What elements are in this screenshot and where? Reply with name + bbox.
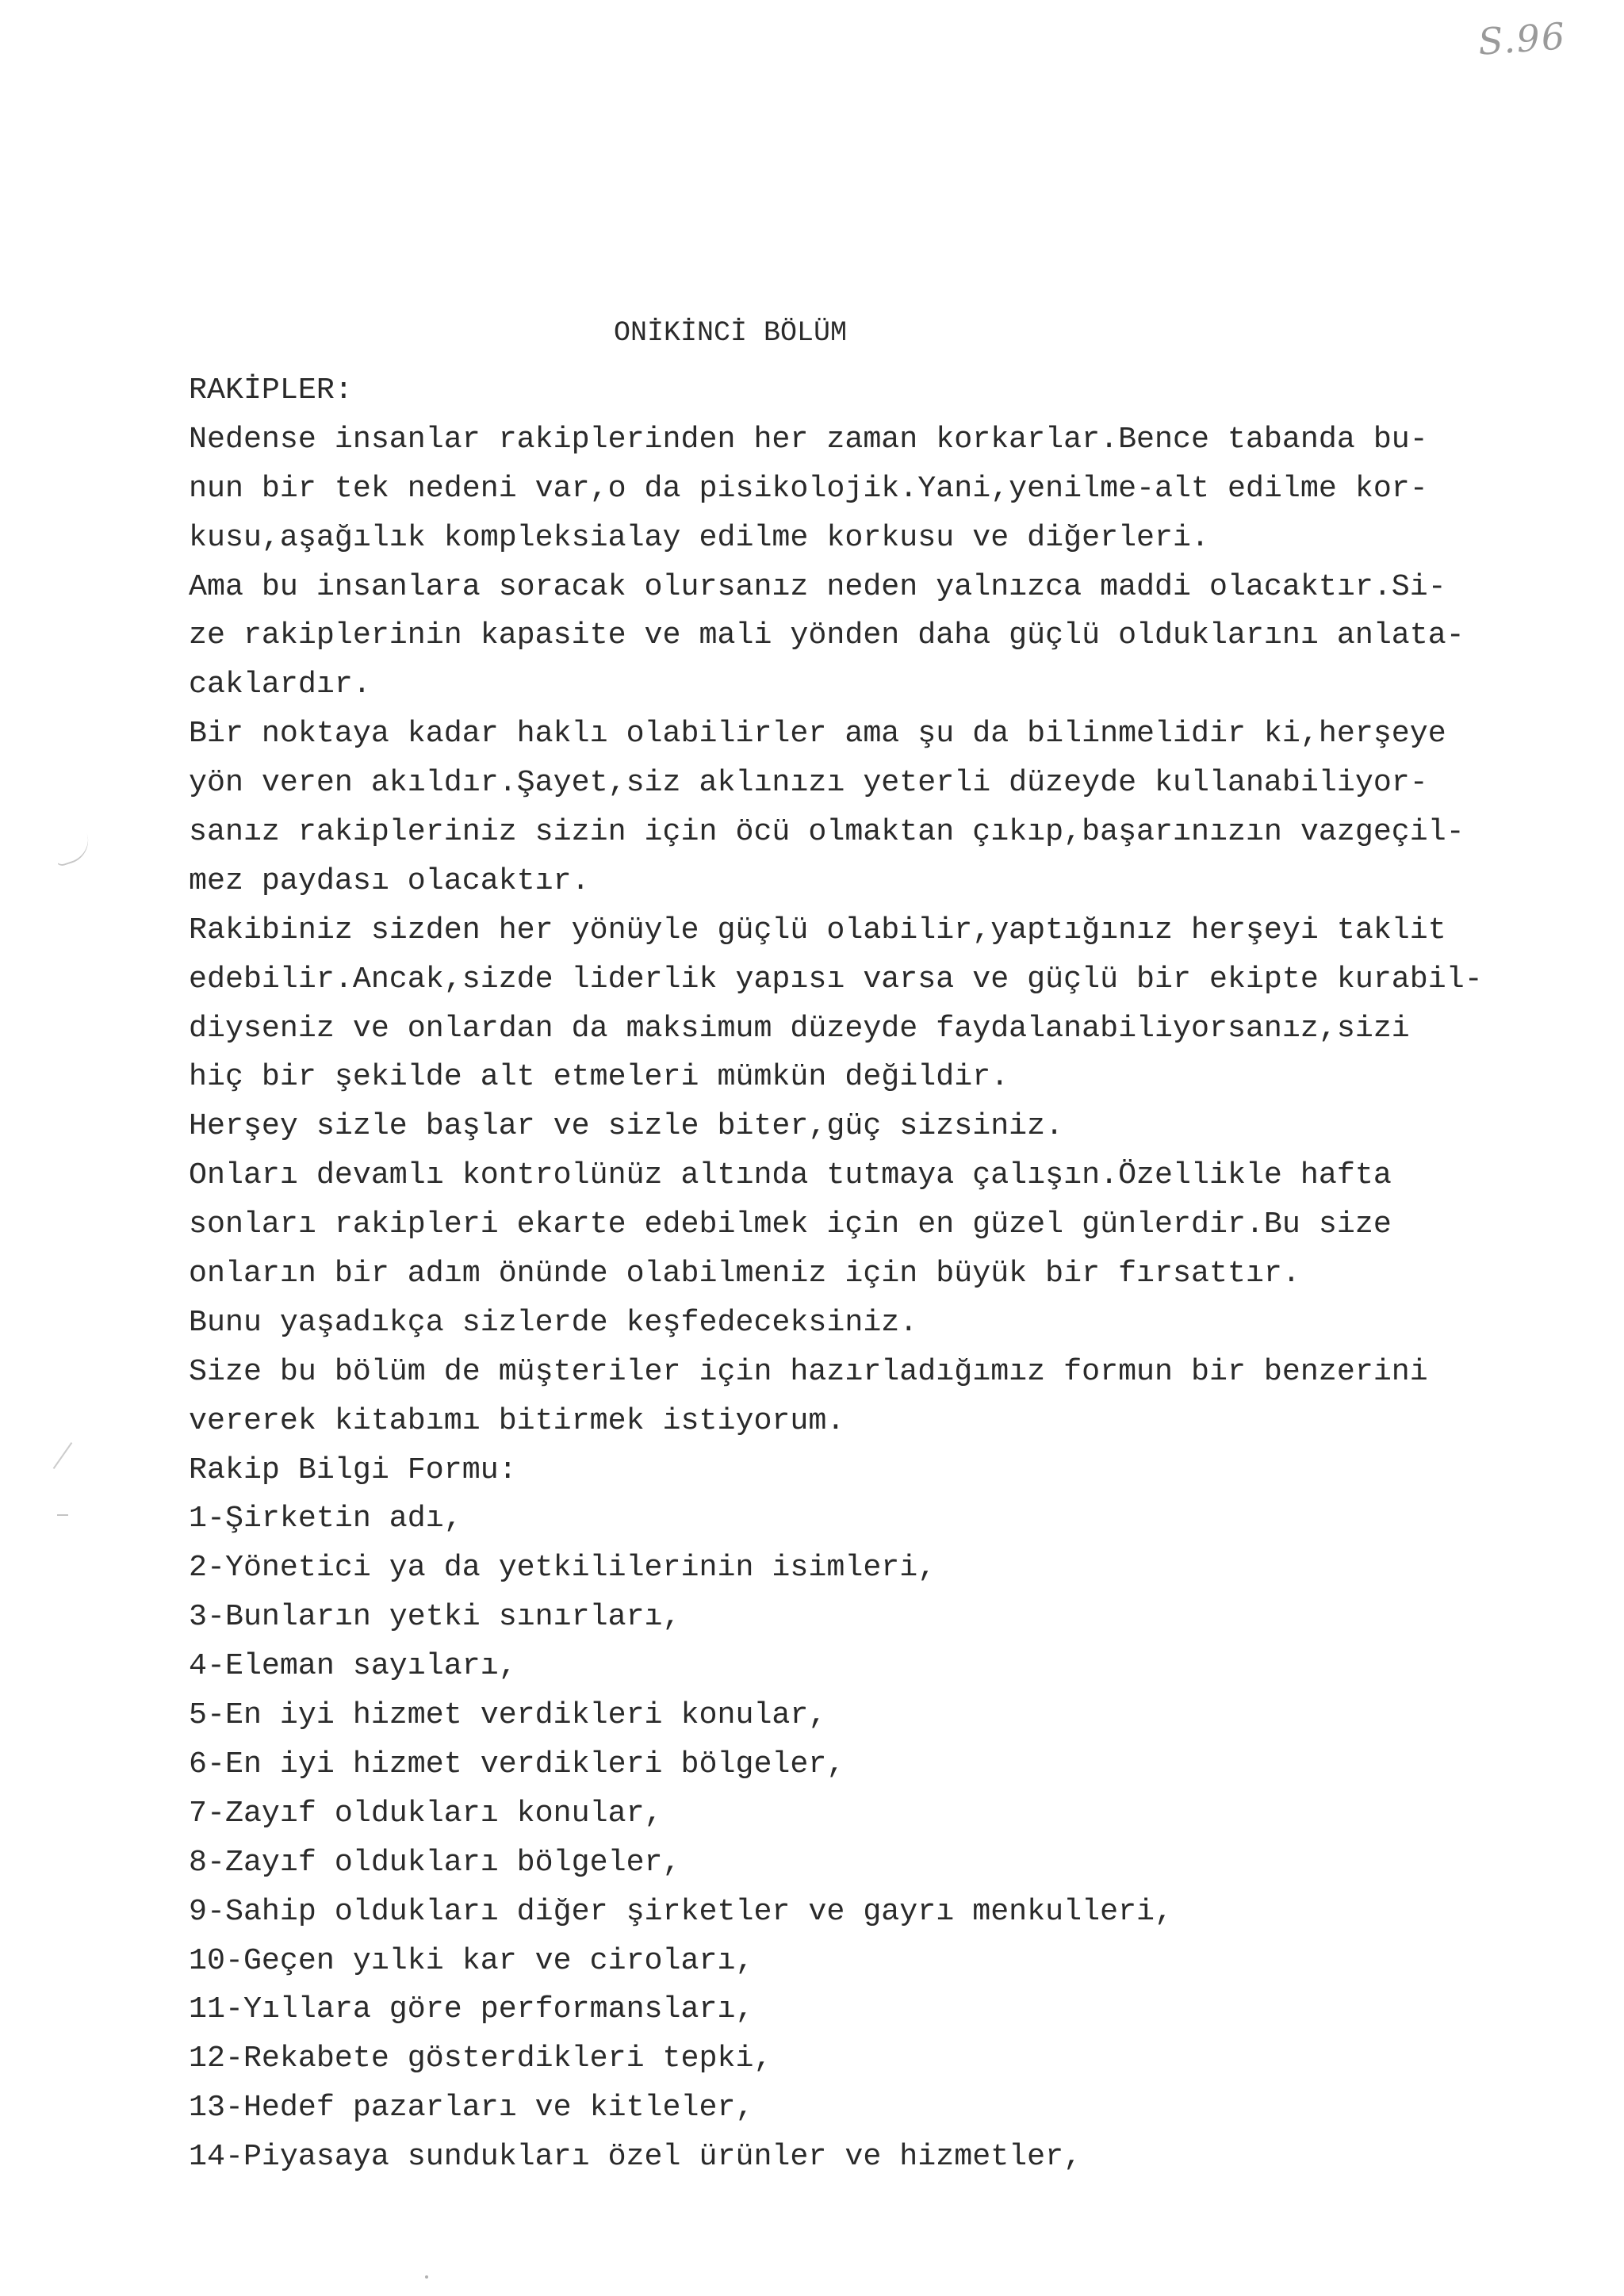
text-line: kusu,aşağılık kompleksialay edilme korkusu ve diğerleri.	[189, 519, 1209, 555]
text-line: 10-Geçen yılki kar ve ciroları,	[189, 1942, 754, 1978]
scan-mark	[46, 821, 94, 868]
text-line: 1-Şirketin adı,	[189, 1501, 462, 1536]
scan-mark	[53, 1442, 73, 1469]
document-body	[189, 366, 1584, 2182]
text-line: sonları rakipleri ekarte edebilmek için en güzel günlerdir.Bu size	[189, 1207, 1392, 1242]
text-line: 14-Piyasaya sundukları özel ürünler ve hizmetler,	[189, 2139, 1082, 2175]
text-line: edebilir.Ancak,sizde liderlik yapısı varsa ve güçlü bir ekipte kurabil-	[189, 961, 1483, 997]
text-line: 7-Zayıf oldukları konular,	[189, 1795, 663, 1831]
scan-mark	[57, 1514, 68, 1516]
text-line: caklardır.	[189, 667, 371, 702]
chapter-heading: ONİKİNCİ BÖLÜM	[614, 317, 848, 349]
text-line: Bir noktaya kadar haklı olabilirler ama şu da bilinmelidir ki,herşeye	[189, 716, 1446, 752]
text-line: sanız rakipleriniz sizin için öcü olmaktan çıkıp,başarınızın vazgeçil-	[189, 814, 1465, 850]
text-line: 3-Bunların yetki sınırları,	[189, 1599, 681, 1635]
text-line: yön veren akıldır.Şayet,siz aklınızı yeterli düzeyde kullanabiliyor-	[189, 765, 1428, 801]
text-line: Size bu bölüm de müşteriler için hazırladığımız formun bir benzerini	[189, 1353, 1428, 1389]
text-line: Herşey sizle başlar ve sizle biter,güç sizsiniz.	[189, 1108, 1064, 1144]
handwritten-page-number: S.96	[1477, 14, 1568, 63]
text-line: vererek kitabımı bitirmek istiyorum.	[189, 1402, 845, 1438]
text-line: nun bir tek nedeni var,o da pisikolojik.Yani,yenilme-alt edilme kor-	[189, 470, 1428, 506]
text-line: diyseniz ve onlardan da maksimum düzeyde faydalanabiliyorsanız,sizi	[189, 1010, 1410, 1046]
text-line: hiç bir şekilde alt etmeleri mümkün değildir.	[189, 1059, 1009, 1095]
text-line: 6-En iyi hizmet verdikleri bölgeler,	[189, 1746, 845, 1781]
text-line: 2-Yönetici ya da yetkililerinin isimleri,	[189, 1550, 936, 1586]
section-title: RAKİPLER:	[189, 373, 353, 408]
text-line: 5-En iyi hizmet verdikleri konular,	[189, 1697, 827, 1733]
text-line: 9-Sahip oldukları diğer şirketler ve gayrı menkulleri,	[189, 1893, 1174, 1929]
text-line: 11-Yıllara göre performansları,	[189, 1992, 754, 2027]
text-line: Ama bu insanlara soracak olursanız neden yalnızca maddi olacaktır.Si-	[189, 568, 1446, 604]
text-line: ze rakiplerinin kapasite ve mali yönden daha güçlü olduklarını anlata-	[189, 618, 1465, 653]
text-line: Nedense insanlar rakiplerinden her zaman korkarlar.Bence tabanda bu-	[189, 421, 1428, 457]
text-line: 13-Hedef pazarları ve kitleler,	[189, 2090, 754, 2126]
text-line: Bunu yaşadıkça sizlerde keşfedeceksiniz.	[189, 1304, 918, 1340]
text-line: Rakip Bilgi Formu:	[189, 1452, 517, 1487]
text-line: 4-Eleman sayıları,	[189, 1648, 517, 1684]
text-line: 8-Zayıf oldukları bölgeler,	[189, 1844, 681, 1880]
text-line: Onları devamlı kontrolünüz altında tutmaya çalışın.Özellikle hafta	[189, 1158, 1392, 1193]
text-line: mez paydası olacaktır.	[189, 863, 590, 898]
scan-mark	[425, 2275, 428, 2279]
text-line: Rakibiniz sizden her yönüyle güçlü olabilir,yaptığınız herşeyi taklit	[189, 912, 1446, 947]
text-line: 12-Rekabete gösterdikleri tepki,	[189, 2041, 772, 2076]
text-line: onların bir adım önünde olabilmeniz için büyük bir fırsattır.	[189, 1256, 1300, 1292]
